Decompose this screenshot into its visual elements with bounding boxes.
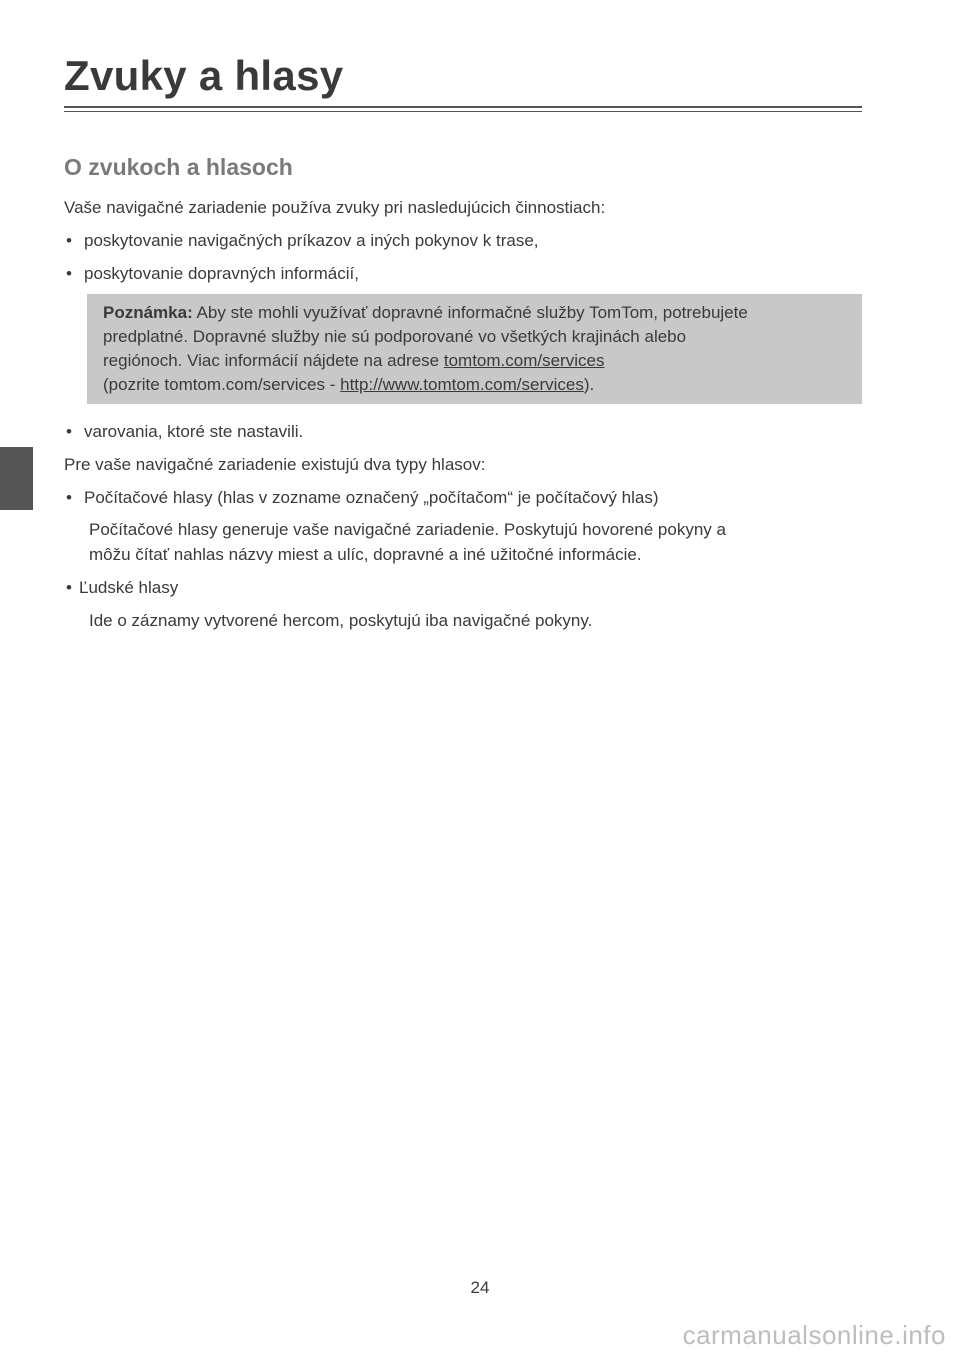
- note-box: [87, 294, 862, 404]
- title-rule-top: [64, 106, 862, 108]
- human-voices-description: Ide o záznamy vytvorené hercom, poskytujú iba navigačné pokyny.: [89, 611, 593, 630]
- list-item-navigation-instructions: poskytovanie navigačných príkazov a iných pokynov k trase,: [84, 231, 539, 250]
- note-line-1: Poznámka: Aby ste mohli využívať dopravné informačné služby TomTom, potrebujete: [103, 303, 748, 322]
- note-label: Poznámka:: [103, 303, 193, 322]
- list-item-traffic-info: poskytovanie dopravných informácií,: [84, 264, 359, 283]
- section-title: O zvukoch a hlasoch: [64, 154, 293, 180]
- list-item-warnings: varovania, ktoré ste nastavili.: [84, 422, 304, 441]
- bullet-marker: •: [66, 578, 72, 597]
- bullet-marker: •: [66, 422, 72, 441]
- intro-paragraph: Vaše navigačné zariadenie používa zvuky pri nasledujúcich činnostiach:: [64, 198, 606, 217]
- note-line-4: (pozrite tomtom.com/services - http://www.tomtom.com/services).: [103, 375, 595, 394]
- page-number: 24: [470, 1278, 490, 1297]
- list-item-human-voices: Ľudské hlasy: [79, 578, 179, 597]
- list-item-computer-voices: Počítačové hlasy (hlas v zozname označený „počítačom“ je počítačový hlas): [84, 488, 659, 507]
- chapter-tab-marker: [0, 447, 33, 510]
- computer-voices-description-line-2: môžu čítať nahlas názvy miest a ulíc, dopravné a iné užitočné informácie.: [89, 545, 642, 564]
- bullet-marker: •: [66, 231, 72, 250]
- voices-intro-paragraph: Pre vaše navigačné zariadenie existujú dva typy hlasov:: [64, 455, 486, 474]
- watermark: carmanualsonline.info: [682, 1320, 946, 1350]
- tomtom-services-url-link[interactable]: http://www.tomtom.com/services: [340, 375, 584, 394]
- note-line-3: regiónoch. Viac informácií nájdete na adrese tomtom.com/services: [103, 351, 605, 370]
- title-rule-bottom: [64, 111, 862, 112]
- page-title: Zvuky a hlasy: [64, 52, 344, 99]
- bullet-marker: •: [66, 264, 72, 283]
- note-line-2: predplatné. Dopravné služby nie sú podporované vo všetkých krajinách alebo: [103, 327, 687, 346]
- computer-voices-description-line-1: Počítačové hlasy generuje vaše navigačné zariadenie. Poskytujú hovorené pokyny a: [89, 520, 726, 539]
- tomtom-services-link[interactable]: tomtom.com/services: [443, 351, 605, 370]
- bullet-marker: •: [66, 488, 72, 507]
